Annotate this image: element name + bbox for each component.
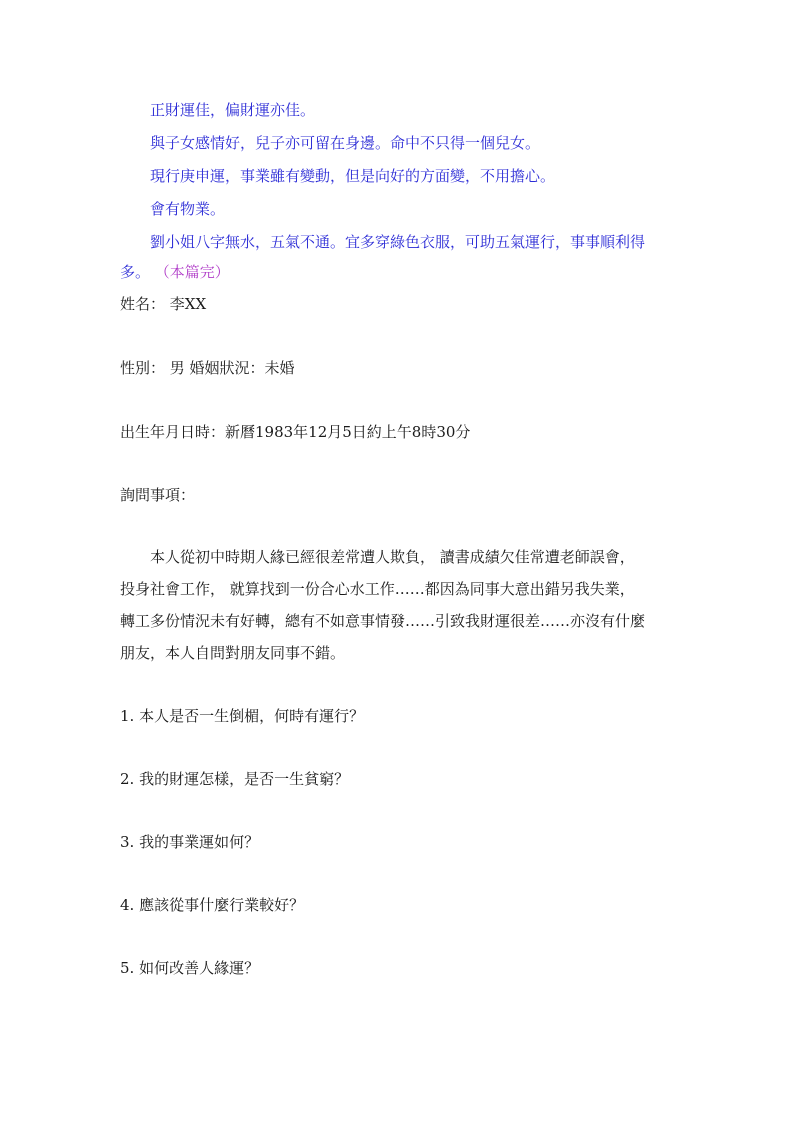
gender-marital-field: 性別： 男 婚姻狀況：未婚 [120, 359, 295, 377]
inquiry-body-line-4: 朋友，本人自問對朋友同事不錯。 [120, 644, 346, 662]
reading-line-5: 劉小姐八字無水，五氣不通。宜多穿綠色衣服，可助五氣運行，事事順利得 [150, 233, 646, 251]
end-note: （本篇完） [154, 263, 230, 281]
question-5: 5. 如何改善人緣運？ [120, 959, 260, 977]
reading-last-line [120, 262, 230, 282]
inquiry-body-line-3: 轉工多份情況未有好轉，總有不如意事情發……引致我財運很差……亦沒有什麼 [120, 612, 646, 630]
inquiry-body-line-2: 投身社會工作， 就算找到一份合心水工作……都因為同事大意出錯另我失業， [120, 580, 635, 598]
question-4: 4. 應該從事什麼行業較好？ [120, 896, 305, 914]
reading-line-1: 正財運佳，偏財運亦佳。 [150, 101, 316, 119]
reading-line-2: 與子女感情好，兒子亦可留在身邊。命中不只得一個兒女。 [150, 134, 541, 152]
question-2: 2. 我的財運怎樣，是否一生貧窮？ [120, 770, 350, 788]
reading-last-text: 多。 [120, 263, 151, 281]
question-1: 1. 本人是否一生倒楣，何時有運行？ [120, 707, 365, 725]
question-3: 3. 我的事業運如何？ [120, 833, 260, 851]
reading-line-4: 會有物業。 [150, 200, 226, 218]
reading-line-3: 現行庚申運，事業雖有變動，但是向好的方面變，不用擔心。 [150, 167, 556, 185]
inquiry-body [120, 541, 680, 669]
name-field: 姓名： 李XX [120, 295, 207, 313]
inquiry-heading: 詢問事項： [120, 486, 196, 504]
birth-field: 出生年月日時：新曆1983年12月5日約上午8時30分 [120, 423, 471, 441]
inquiry-body-line-1: 本人從初中時期人緣已經很差常遭人欺負， 讀書成績欠佳常遭老師誤會， [150, 548, 635, 566]
